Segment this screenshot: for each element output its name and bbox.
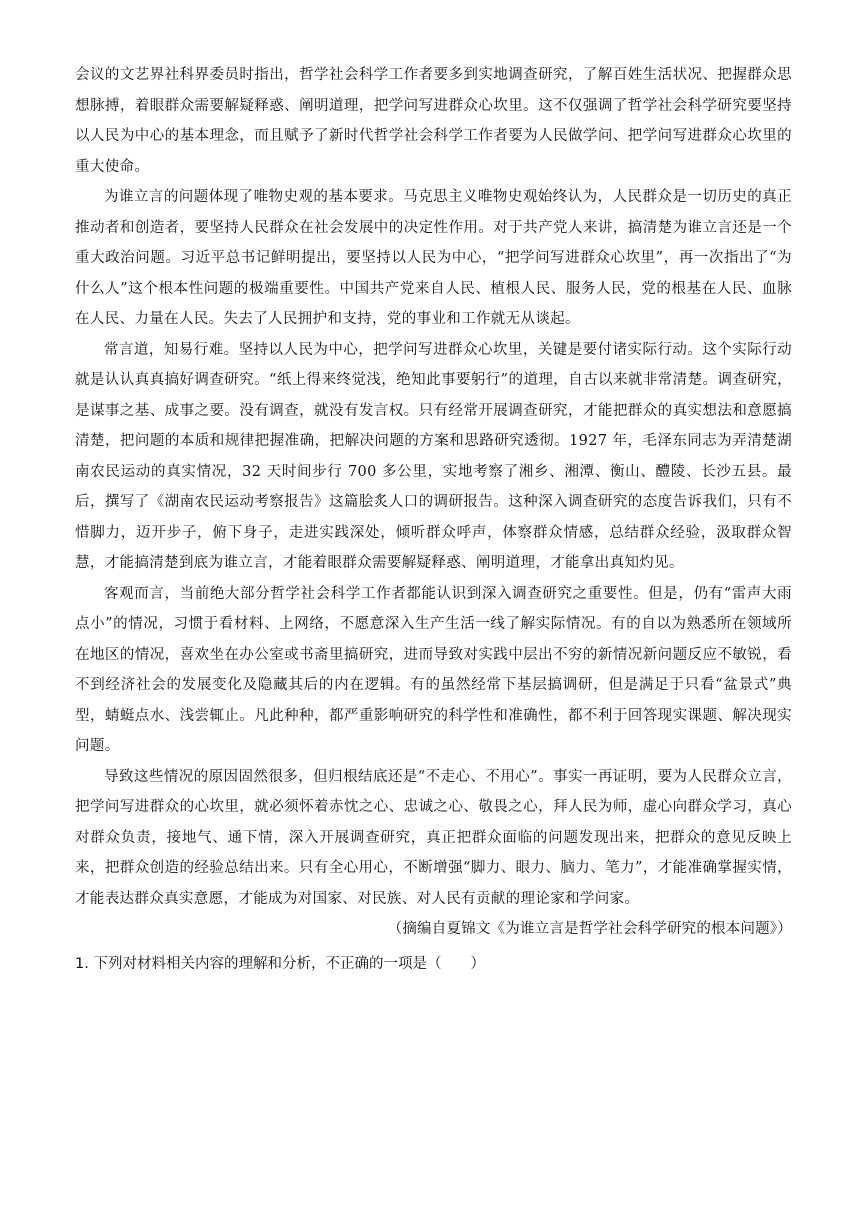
source-citation: （摘编自夏锦文《为谁立言是哲学社会科学研究的根本问题》） [387, 921, 792, 937]
paragraph-1: 会议的文艺界社科界委员时指出，哲学社会科学工作者要多到实地调查研究，了解百姓生活状况、把握群众思想脉搏，着眼群众需要解疑释惑、阐明道理，把学问写进群众心坎里。这不仅强调了哲学社会科学研究要坚持以人民为中心的基本理念，而且赋予了新时代哲学社会科学工作者要为人民做学问、把学问写进群众心坎里的重大使命。 [75, 67, 792, 175]
article-body [75, 60, 792, 979]
question-1: 1. 下列对材料相关内容的理解和分析，不正确的一项是（ ） [75, 955, 485, 972]
paragraph-4: 客观而言，当前绝大部分哲学社会科学工作者都能认识到深入调查研究之重要性。但是，仍有“雷声大雨点小”的情况，习惯于看材料、上网络，不愿意深入生产生活一线了解实际情况。有的自以为熟悉所在领域所在地区的情况，喜欢坐在办公室或书斋里搞研究，进而导致对实践中层出不穷的新情况新问题反应不敏锐，看不到经济社会的发展变化及隐藏其后的内在逻辑。有的虽然经常下基层搞调研，但是满足于只看“盆景式”典型，蜻蜓点水、浅尝辄止。凡此种种，都严重影响研究的科学性和准确性，都不利于回答现实课题、解决现实问题。 [75, 585, 792, 754]
paragraph-5: 导致这些情况的原因固然很多，但归根结底还是“不走心、不用心”。事实一再证明，要为人民群众立言，把学问写进群众的心坎里，就必须怀着赤忱之心、忠诚之心、敬畏之心，拜人民为师，虚心向群众学习，真心对群众负责，接地气、通下情，深入开展调查研究，真正把群众面临的问题发现出来，把群众的意见反映上来，把群众创造的经验总结出来。只有全心用心，不断增强“脚力、眼力、脑力、笔力”，才能准确掌握实情，才能表达群众真实意愿，才能成为对国家、对民族、对人民有贡献的理论家和学问家。 [75, 768, 792, 907]
paragraph-2: 为谁立言的问题体现了唯物史观的基本要求。马克思主义唯物史观始终认为，人民群众是一切历史的真正推动者和创造者，要坚持人民群众在社会发展中的决定性作用。对于共产党人来讲，搞清楚为谁立言还是一个重大政治问题。习近平总书记鲜明提出，要坚持以人民为中心，“把学问写进群众心坎里”，再一次指出了“为什么人”这个根本性问题的极端重要性。中国共产党来自人民、植根人民、服务人民，党的根基在人民、血脉在人民、力量在人民。失去了人民拥护和支持，党的事业和工作就无从谈起。 [75, 189, 792, 327]
paragraph-3: 常言道，知易行难。坚持以人民为中心，把学问写进群众心坎里，关键是要付诸实际行动。这个实际行动就是认认真真搞好调查研究。“纸上得来终觉浅，绝知此事要躬行”的道理，自古以来就非常清楚。调查研究，是谋事之基、成事之要。没有调查，就没有发言权。只有经常开展调查研究，才能把群众的真实想法和意愿搞清楚，把问题的本质和规律把握准确，把解决问题的方案和思路研究透彻。1927 年，毛泽东同志为弄清楚湖南农民运动的真实情况，32 天时间步行 700 多公里，实地考察了湘乡、湘潭、衡山、醴陵、长沙五县。最后，撰写了《湖南农民运动考察报告》这篇脍炙人口的调研报告。这种深入调查研究的态度告诉我们，只有不惜脚力，迈开步子，俯下身子，走进实践深处，倾听群众呼声，体察群众情感，总结群众经验，汲取群众智慧，才能搞清楚到底为谁立言，才能着眼群众需要解疑释惑、阐明道理，才能拿出真知灼见。 [75, 341, 792, 571]
